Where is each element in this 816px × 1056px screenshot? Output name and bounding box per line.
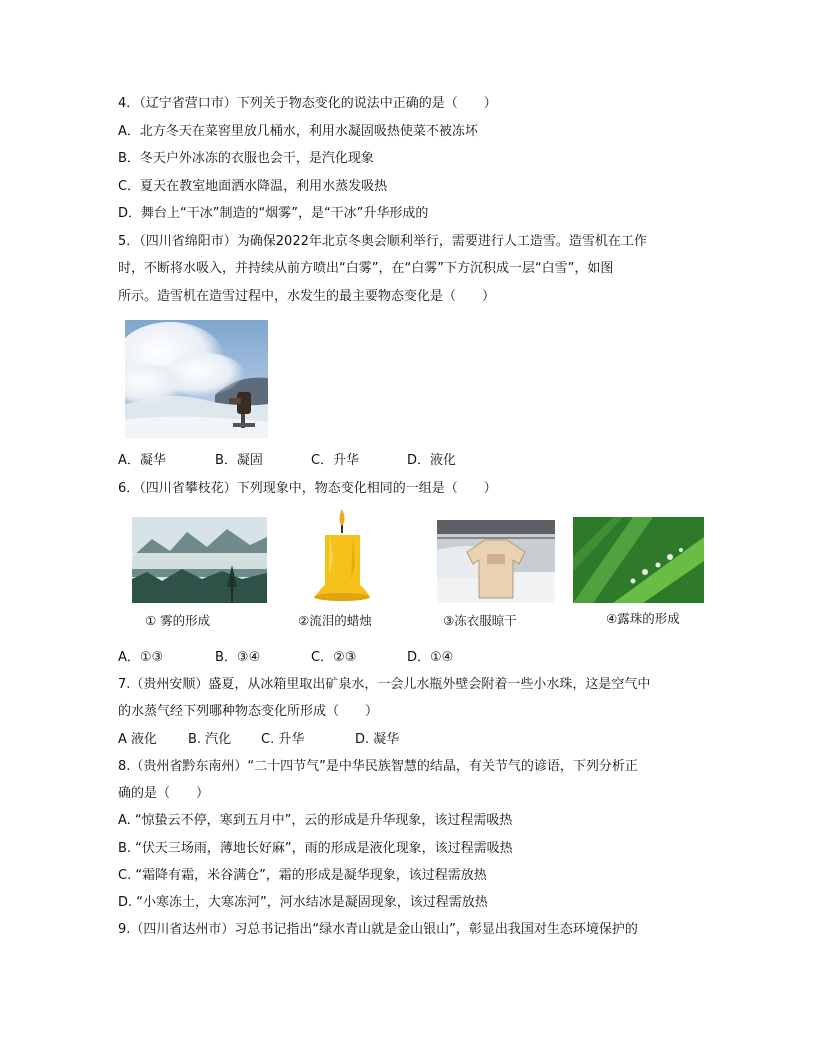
q5-stem-line-3: 所示。造雪机在造雪过程中，水发生的最主要物态变化是（ ）: [118, 289, 496, 304]
q6-option-b: B．③④: [215, 650, 261, 665]
q4-option-a: A．北方冬天在菜窖里放几桶水，利用水凝固吸热使菜不被冻坏: [118, 124, 478, 139]
dew-photo: [573, 517, 704, 603]
q5-option-c: C．升华: [311, 453, 360, 468]
q5-option-d: D．液化: [407, 453, 457, 468]
q5-stem-line-2: 时，不断将水吸入，并持续从前方喷出“白雾”，在“白雾”下方沉积成一层“白雪”，如图: [118, 261, 614, 276]
q6-stem: 6．（四川省攀枝花）下列现象中，物态变化相同的一组是（ ）: [118, 481, 497, 496]
q6-caption-3: ③冻衣服晾干: [443, 613, 517, 628]
q6-option-d: D．①④: [407, 650, 454, 665]
q5-options: [118, 452, 518, 470]
q4-stem: 4．（辽宁省营口市）下列关于物态变化的说法中正确的是（ ）: [118, 96, 497, 111]
fog-photo: [132, 517, 267, 603]
q4-option-d: D．舞台上“干冰”制造的“烟雾”，是“干冰”升华形成的: [118, 206, 429, 221]
q7-stem-line-2: 的水蒸气经下列哪种物态变化所形成（ ）: [118, 704, 379, 719]
q7-option-b: B. 汽化: [188, 732, 232, 747]
q8-stem-line-1: 8.（贵州省黔东南州）“二十四节气”是中华民族智慧的结晶，有关节气的谚语，下列分析正: [118, 759, 638, 774]
q4-option-c: C．夏天在教室地面洒水降温，利用水蒸发吸热: [118, 179, 388, 194]
q4-option-b: B．冬天户外冰冻的衣服也会干，是汽化现象: [118, 151, 374, 166]
q8-option-a: A. “惊蛰云不停，寒到五月中”，云的形成是升华现象，该过程需吸热: [118, 813, 513, 828]
frozen-clothes-photo: [437, 520, 555, 603]
q8-option-b: B. “伏天三场雨，薄地长好麻”，雨的形成是液化现象，该过程需吸热: [118, 841, 513, 856]
q7-options: [118, 731, 518, 749]
candle-photo: [305, 505, 380, 603]
q9-stem-line-1: 9.（四川省达州市）习总书记指出“绿水青山就是金山银山”，彰显出我国对生态环境保护的: [118, 922, 638, 937]
q6-caption-2: ②流泪的蜡烛: [298, 613, 372, 628]
q8-option-c: C. “霜降有霜，米谷满仓”，霜的形成是凝华现象，该过程需放热: [118, 868, 487, 883]
q6-option-c: C．②③: [311, 650, 357, 665]
q6-options: [118, 649, 518, 667]
q6-caption-1: ① 雾的形成: [145, 613, 211, 628]
q7-option-c: C. 升华: [261, 732, 305, 747]
q5-stem-line-1: 5．（四川省绵阳市）为确保2022年北京冬奥会顺利举行，需要进行人工造雪。造雪机在工作: [118, 234, 647, 249]
q8-option-d: D. “小寒冻土，大寒冻河”，河水结冰是凝固现象，该过程需放热: [118, 895, 488, 910]
q7-option-a: A 液化: [118, 732, 158, 747]
snow-machine-photo: [125, 320, 268, 438]
q5-option-b: B．凝固: [215, 453, 263, 468]
q5-option-a: A．凝华: [118, 453, 166, 468]
q6-caption-4: ④露珠的形成: [606, 611, 680, 626]
q7-stem-line-1: 7.（贵州安顺）盛夏，从冰箱里取出矿泉水，一会儿水瓶外壁会附着一些小水珠，这是空气中: [118, 677, 651, 692]
q6-option-a: A．①③: [118, 650, 164, 665]
q7-option-d: D. 凝华: [355, 732, 400, 747]
q8-stem-line-2: 确的是（ ）: [118, 786, 210, 801]
